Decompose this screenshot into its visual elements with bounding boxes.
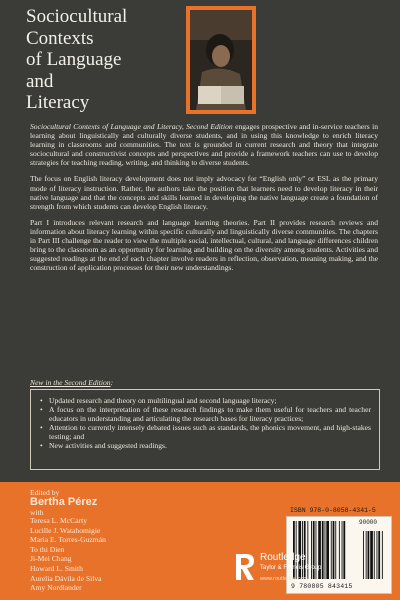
contributor-name: To thi Dien [30,544,65,554]
book-title [26,6,176,114]
contributor-name: Howard L. Smith [30,563,83,573]
contributor-name: Ji-Mei Chang [30,554,72,564]
description [30,122,378,279]
description-paragraph: The focus on English literacy development does not imply advocacy for “English only” or ESL as the primary mode of literacy instruction. Rather, the authors take the position that learners need to develop literacy in their native language and that the concepts and skills learned in developing the native language create a foundation of strength from which students can develop English literacy. [30,174,378,211]
publisher-logo [232,550,382,594]
with-label: with [30,508,44,517]
new-edition-box [30,389,380,470]
contributor-name: Teresa L. McCarty [30,516,88,525]
list-item: • Attention to currently intensely debated issues such as standards, the phonics movement, and high-stakes testing; and [49,423,371,441]
cover-photo-frame [186,6,256,114]
editor-name: Bertha Pérez [30,496,98,508]
description-text: engages prospective and in-service teachers in learning about linguistically and culturally diverse students, and in using this knowledge to enrich literacy learning in classrooms and communities. The text is grounded in current research and theory that integrate sociocultural and constructivist concepts and perspectives and provide a framework teachers can use to develop strategies for teaching reading, writing, and thinking to diverse students. [30,122,379,168]
title-line: of Language [26,49,122,70]
new-edition-heading: New in the Second Edition: [30,378,114,387]
description-paragraph: Part I introduces relevant research and language learning theories. Part II provides research reviews and information about literacy learning within specific culturally and linguistically diverse communities. The chapters in Part III challenge the reader to view the multiple social, intellectual, cultural, and language differences children bring to the classroom as an opportunity for learning and building on the diversity among students. Activities and suggested readings at the end of each chapter involve readers in reflection, observation, meaning making, and the construction of application processes for their new understandings. [30,217,378,273]
contributors-list [30,516,106,593]
list-item: • A focus on the interpretation of these research findings to make them useful for teachers and teacher educators in understanding and articulating the research bases for literacy practices; [49,405,371,423]
title-line: Contexts [26,27,94,49]
title-line: Literacy [26,92,90,113]
new-edition-list [39,396,371,451]
title-line: and [26,70,54,92]
publisher-url: www.routledge.com [260,576,308,582]
description-paragraph [30,122,378,167]
publisher-subtitle: Taylor & Francis Group [260,565,322,571]
contributor-name: Lucille J. Watahomigie [30,525,101,535]
edited-by-label: Edited by [30,488,60,497]
routledge-r-icon [232,552,256,582]
publisher-name: Routledge [260,552,306,563]
list-item: • New activities and suggested readings. [49,441,371,450]
barcode-digits: 9 780805 843415 [291,583,353,590]
edition-italic: Second Edition [64,378,111,387]
title-line: Sociocultural [26,6,128,27]
barcode-addon: 90000 [359,519,378,526]
book-title-italic: Sociocultural Contexts of Language and Literacy, Second Edition [30,122,233,131]
isbn-text: ISBN 978-0-8058-4341-5 [290,507,376,514]
cover-photo [190,10,252,110]
contributor-name: Amy Nordlander [30,583,82,593]
contributor-name: Maria E. Torres-Guzmán [30,535,106,545]
contributor-name: Aurelia Dávila de Silva [30,573,102,583]
list-item: • Updated research and theory on multilingual and second language literacy; [49,396,371,405]
